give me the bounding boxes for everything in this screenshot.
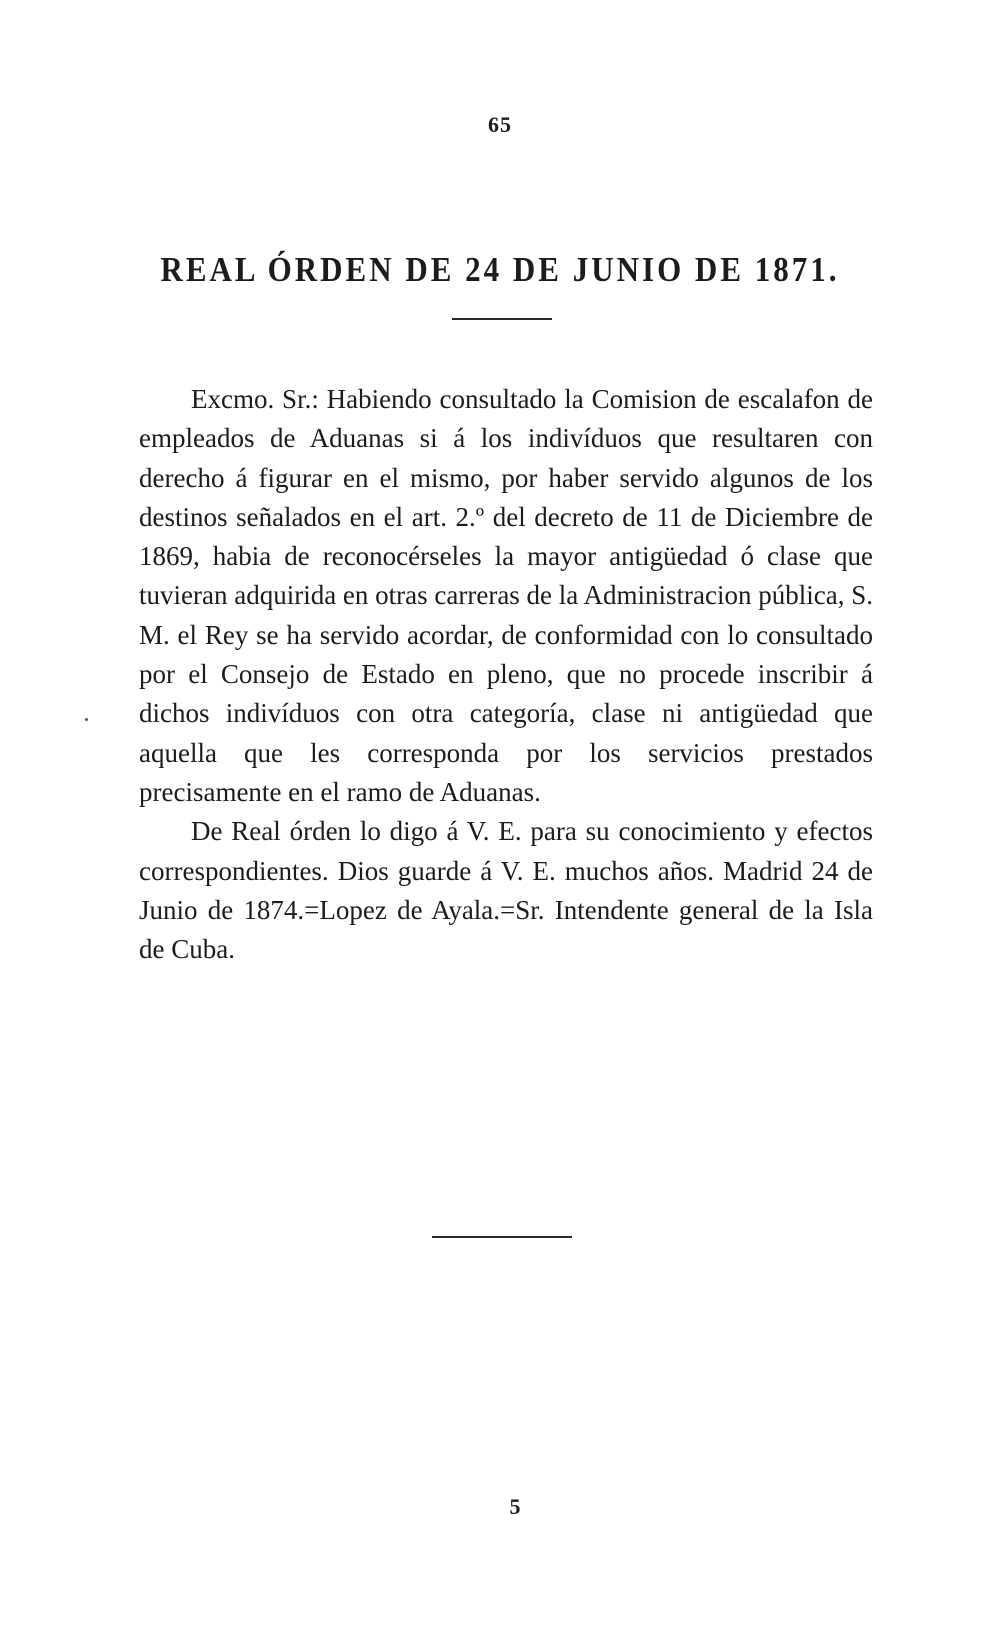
end-rule: [432, 1236, 572, 1238]
margin-speck: [85, 718, 88, 721]
title-rule: [452, 318, 552, 320]
paragraph-main: Excmo. Sr.: Habiendo consultado la Comision de escalafon de empleados de Aduanas si á los indivíduos que resultaren con derecho á figurar en el mismo, por haber servido algunos de los destinos señalados en el art. 2.º del decreto de 11 de Diciembre de 1869, habia de reconocérseles la mayor antigüedad ó clase que tuvieran adquirida en otras carreras de la Administracion pública, S. M. el Rey se ha servido acordar, de conformidad con lo consultado por el Consejo de Estado en pleno, que no procede inscribir á dichos indivíduos con otra categoría, clase ni antigüedad que aquella que les corresponda por los servicios prestados precisamente en el ramo de Aduanas.: [139, 384, 873, 807]
paragraph-closing: De Real órden lo digo á V. E. para su conocimiento y efectos correspondientes. Dios guarde á V. E. muchos años. Madrid 24 de Junio de 1874.=Lopez de Ayala.=Sr. Intendente general de la Isla de Cuba.: [139, 816, 873, 965]
body-text: [139, 380, 873, 969]
signature-mark: 5: [509, 1494, 521, 1519]
document-title: REAL ÓRDEN DE 24 DE JUNIO DE 1871.: [160, 249, 840, 290]
page-number: 65: [488, 112, 512, 137]
